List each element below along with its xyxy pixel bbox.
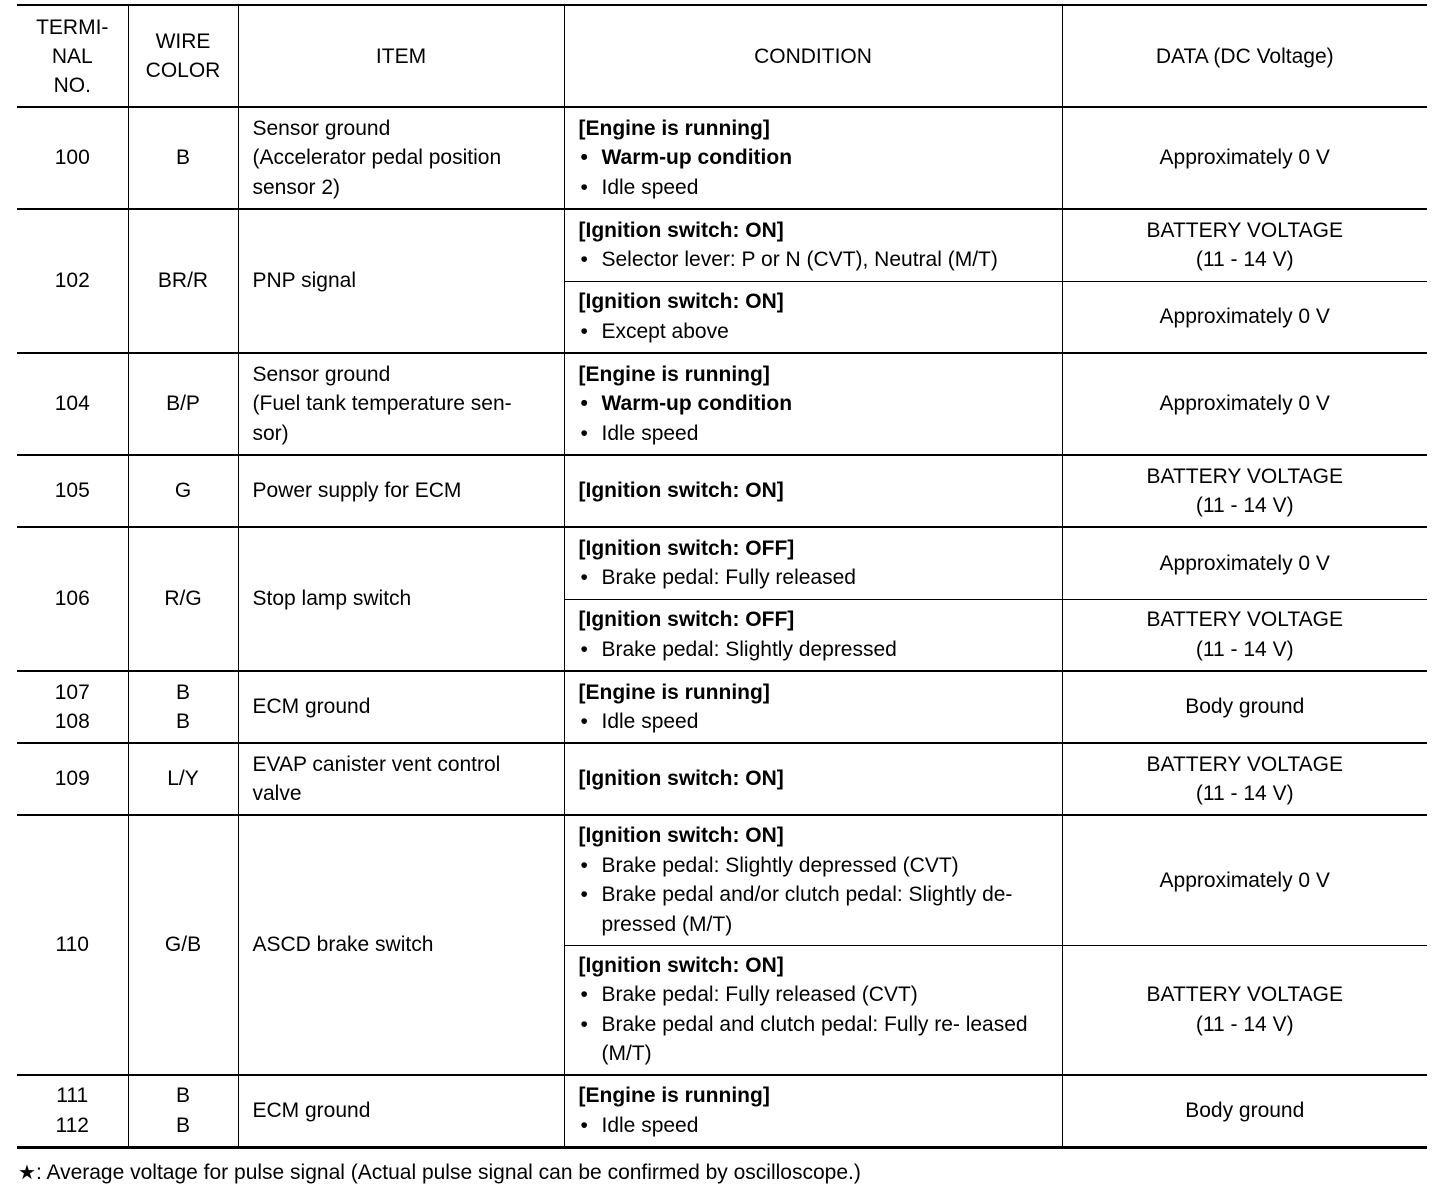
wire-cell: B B — [128, 1075, 238, 1147]
list-item: • Warm-up condition — [579, 143, 1058, 173]
terminal-cell: 111 112 — [17, 1075, 128, 1147]
data-cell: Approximately 0 V — [1062, 815, 1427, 945]
item-cell: ECM ground — [238, 671, 564, 743]
data-cell: BATTERY VOLTAGE (11 - 14 V) — [1062, 209, 1427, 281]
item-cell: ASCD brake switch — [238, 815, 564, 1075]
data-cell: Body ground — [1062, 1075, 1427, 1147]
condition-cell: [Ignition switch: OFF] • Brake pedal: Fully released — [564, 527, 1062, 599]
condition-cell: [Ignition switch: OFF] • Brake pedal: Slightly depressed — [564, 599, 1062, 671]
list-item: • Brake pedal: Slightly depressed (CVT) — [579, 851, 1058, 881]
table-row — [17, 107, 1427, 209]
list-item: • Brake pedal: Slightly depressed — [579, 635, 1058, 665]
list-item: • Idle speed — [579, 1111, 1058, 1141]
list-item: • Brake pedal and/or clutch pedal: Slightly de- pressed (M/T) — [579, 880, 1058, 939]
list-item: • Idle speed — [579, 707, 1058, 737]
terminal-cell: 102 — [17, 209, 128, 353]
item-cell: PNP signal — [238, 209, 564, 353]
list-item: • Brake pedal: Fully released — [579, 563, 1058, 593]
list-item: • Idle speed — [579, 173, 1058, 203]
data-cell: BATTERY VOLTAGE (11 - 14 V) — [1062, 599, 1427, 671]
terminal-cell: 100 — [17, 107, 128, 209]
condition-cell: [Ignition switch: ON] • Brake pedal: Fully released (CVT) • Brake pedal and clutch pedal: Fully re- leased (M/T) — [564, 945, 1062, 1075]
condition-cell: [Ignition switch: ON] — [564, 455, 1062, 527]
footnote-text: : Average voltage for pulse signal (Actual pulse signal can be confirmed by oscilloscope.) — [35, 1161, 861, 1184]
header-item: ITEM — [238, 5, 564, 107]
data-cell: BATTERY VOLTAGE (11 - 14 V) — [1062, 743, 1427, 815]
terminal-cell: 110 — [17, 815, 128, 1075]
data-cell: BATTERY VOLTAGE (11 - 14 V) — [1062, 945, 1427, 1075]
table-row — [17, 671, 1427, 743]
condition-cell: [Engine is running] • Warm-up condition • Idle speed — [564, 107, 1062, 209]
terminal-cell: 104 — [17, 353, 128, 455]
condition-cell: [Engine is running] • Idle speed — [564, 671, 1062, 743]
table-row — [17, 743, 1427, 815]
table-row — [17, 209, 1427, 281]
terminal-data-table — [17, 4, 1427, 1149]
data-cell: BATTERY VOLTAGE (11 - 14 V) — [1062, 455, 1427, 527]
terminal-cell: 105 — [17, 455, 128, 527]
data-cell: Approximately 0 V — [1062, 281, 1427, 353]
header-condition: CONDITION — [564, 5, 1062, 107]
condition-cell: [Ignition switch: ON] • Brake pedal: Slightly depressed (CVT) • Brake pedal and/or clutch pedal: Slightly de- pressed (M/T) — [564, 815, 1062, 945]
data-cell: Body ground — [1062, 671, 1427, 743]
list-item: • Warm-up condition — [579, 389, 1058, 419]
terminal-cell: 106 — [17, 527, 128, 671]
header-wire-color: WIRE COLOR — [128, 5, 238, 107]
condition-cell: [Engine is running] • Idle speed — [564, 1075, 1062, 1147]
header-data: DATA (DC Voltage) — [1062, 5, 1427, 107]
wire-cell: B — [128, 107, 238, 209]
item-cell: Sensor ground (Fuel tank temperature sen- sor) — [238, 353, 564, 455]
list-item: • Idle speed — [579, 419, 1058, 449]
terminal-cell: 107 108 — [17, 671, 128, 743]
list-item: • Brake pedal and clutch pedal: Fully re- leased (M/T) — [579, 1010, 1058, 1069]
data-cell: Approximately 0 V — [1062, 353, 1427, 455]
table-row — [17, 1075, 1427, 1147]
wire-cell: BR/R — [128, 209, 238, 353]
wire-cell: R/G — [128, 527, 238, 671]
list-item: • Except above — [579, 317, 1058, 347]
condition-cell: [Engine is running] • Warm-up condition • Idle speed — [564, 353, 1062, 455]
table-row — [17, 455, 1427, 527]
table-row — [17, 527, 1427, 599]
wire-cell: G/B — [128, 815, 238, 1075]
data-cell: Approximately 0 V — [1062, 107, 1427, 209]
wire-cell: B/P — [128, 353, 238, 455]
header-row — [17, 5, 1427, 107]
header-terminal: TERMI- NAL NO. — [17, 5, 128, 107]
condition-cell: [Ignition switch: ON] — [564, 743, 1062, 815]
item-cell: Power supply for ECM — [238, 455, 564, 527]
terminal-cell: 109 — [17, 743, 128, 815]
table-row — [17, 353, 1427, 455]
list-item: • Selector lever: P or N (CVT), Neutral (M/T) — [579, 245, 1058, 275]
wire-cell: G — [128, 455, 238, 527]
wire-cell: L/Y — [128, 743, 238, 815]
item-cell: EVAP canister vent control valve — [238, 743, 564, 815]
item-cell: Stop lamp switch — [238, 527, 564, 671]
data-cell: Approximately 0 V — [1062, 527, 1427, 599]
wire-cell: B B — [128, 671, 238, 743]
condition-cell: [Ignition switch: ON] • Selector lever: P or N (CVT), Neutral (M/T) — [564, 209, 1062, 281]
item-cell: Sensor ground (Accelerator pedal position sensor 2) — [238, 107, 564, 209]
footnote — [18, 1160, 861, 1185]
table-row — [17, 815, 1427, 945]
list-item: • Brake pedal: Fully released (CVT) — [579, 980, 1058, 1010]
star-icon: ★ — [18, 1162, 36, 1184]
condition-cell: [Ignition switch: ON] • Except above — [564, 281, 1062, 353]
item-cell: ECM ground — [238, 1075, 564, 1147]
